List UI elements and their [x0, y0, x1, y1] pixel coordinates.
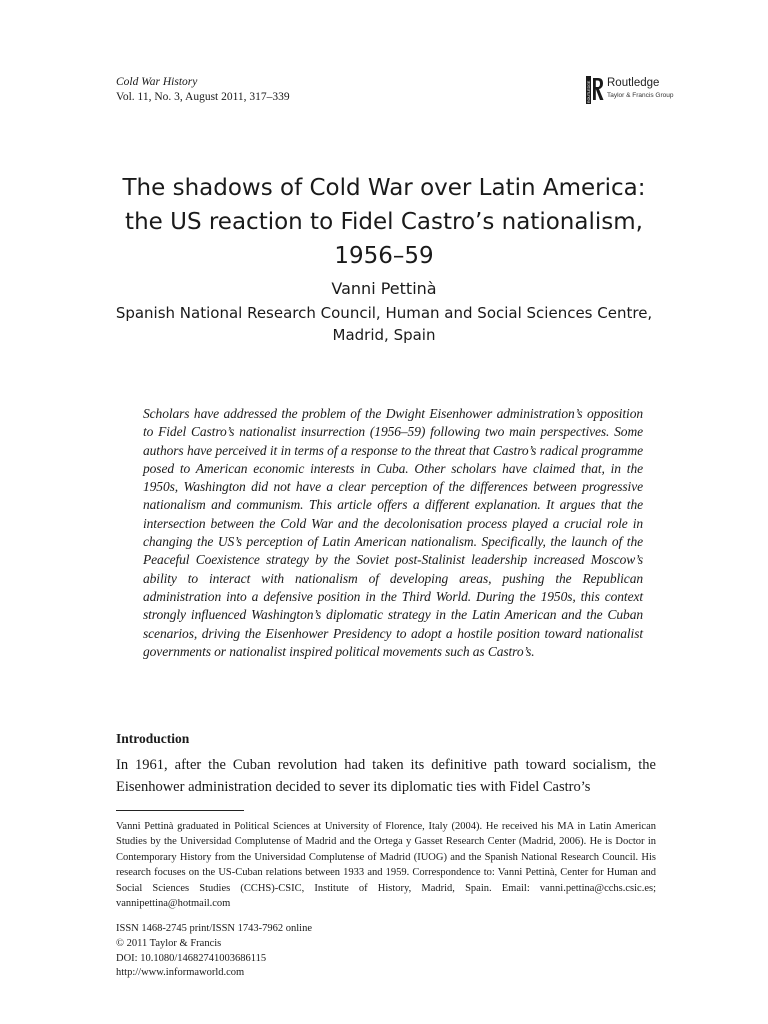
doi: DOI: 10.1080/14682741003686115 [116, 952, 267, 964]
author-affiliation: Spanish National Research Council, Human and Social Sciences Centre, Madrid, Spain [115, 304, 653, 344]
routledge-logo-icon [586, 76, 604, 104]
volume-info: Vol. 11, No. 3, August 2011, 317–339 [116, 91, 290, 103]
journal-citation [116, 75, 290, 105]
publication-info [116, 922, 312, 981]
author-footnote: Vanni Pettinà graduated in Political Sciences at University of Florence, Italy (2004). He received his MA in Latin American Studies by the Universidad Complutense of Madrid and the Ortega y Gasset Research Center (Madrid, 2006). He is Doctor in Contemporary History from the Universidad Complutense of Madrid (IUOG) and the Spanish National Research Council. His research focuses on the US-Cuban relations between 1933 and 1959. Correspondence to: Vanni Pettinà, Center for Human and Social Sciences Studies (CCHS)-CSIC, Institute of History, Madrid, Spain. Email: vanni.pettina@cchs.csic.es; vannipettina@hotmail.com [116, 821, 656, 910]
publisher-group: Taylor & Francis Group [607, 92, 674, 99]
publisher-logo [586, 76, 676, 106]
article-title: The shadows of Cold War over Latin America: the US reaction to Fidel Castro’s nationalism, 1956–59 [122, 175, 646, 269]
section-heading-introduction: Introduction [116, 731, 190, 746]
footnote-divider [116, 810, 244, 811]
publisher-url: http://www.informaworld.com [116, 967, 245, 979]
publisher-vertical-text: ROUTLEDGE [586, 80, 591, 103]
journal-name: Cold War History [116, 76, 198, 88]
issn: ISSN 1468-2745 print/ISSN 1743-7962 online [116, 923, 313, 934]
abstract: Scholars have addressed the problem of the Dwight Eisenhower administration’s opposition to Fidel Castro’s nationalist insurrection (1956–59) following two main perspectives. Some authors have perceived it in terms of a response to the threat that Castro’s radical programme posed to American economic interests in Cuba. Other scholars have claimed that, in the 1950s, Washington did not have a clear perception of the differences between progressive nationalism and communism. This article offers a different explanation. It argues that the intersection between the Cold War and the decolonisation process played a crucial role in changing the US’s perception of Latin American nationalism. Specifically, the launch of the Peaceful Coexistence strategy by the Soviet post-Stalinist leadership increased Moscow’s ability to interact with nationalism of developing areas, pushing the Republican administration into a defensive position in the Third World. During the 1950s, this context strongly influenced Washington’s diplomatic strategy in the Latin American and the Cuban scenarios, driving the Eisenhower Presidency to adopt a hostile position toward nationalist governments or nationalist inspired political movements such as Castro’s. [143, 406, 643, 659]
author-name: Vanni Pettinà [331, 279, 437, 298]
copyright: © 2011 Taylor & Francis [116, 937, 222, 949]
body-paragraph: In 1961, after the Cuban revolution had taken its definitive path toward socialism, the Eisenhower administration decided to sever its diplomatic ties with Fidel Castro’s [116, 757, 656, 795]
publisher-name: Routledge [607, 77, 660, 89]
